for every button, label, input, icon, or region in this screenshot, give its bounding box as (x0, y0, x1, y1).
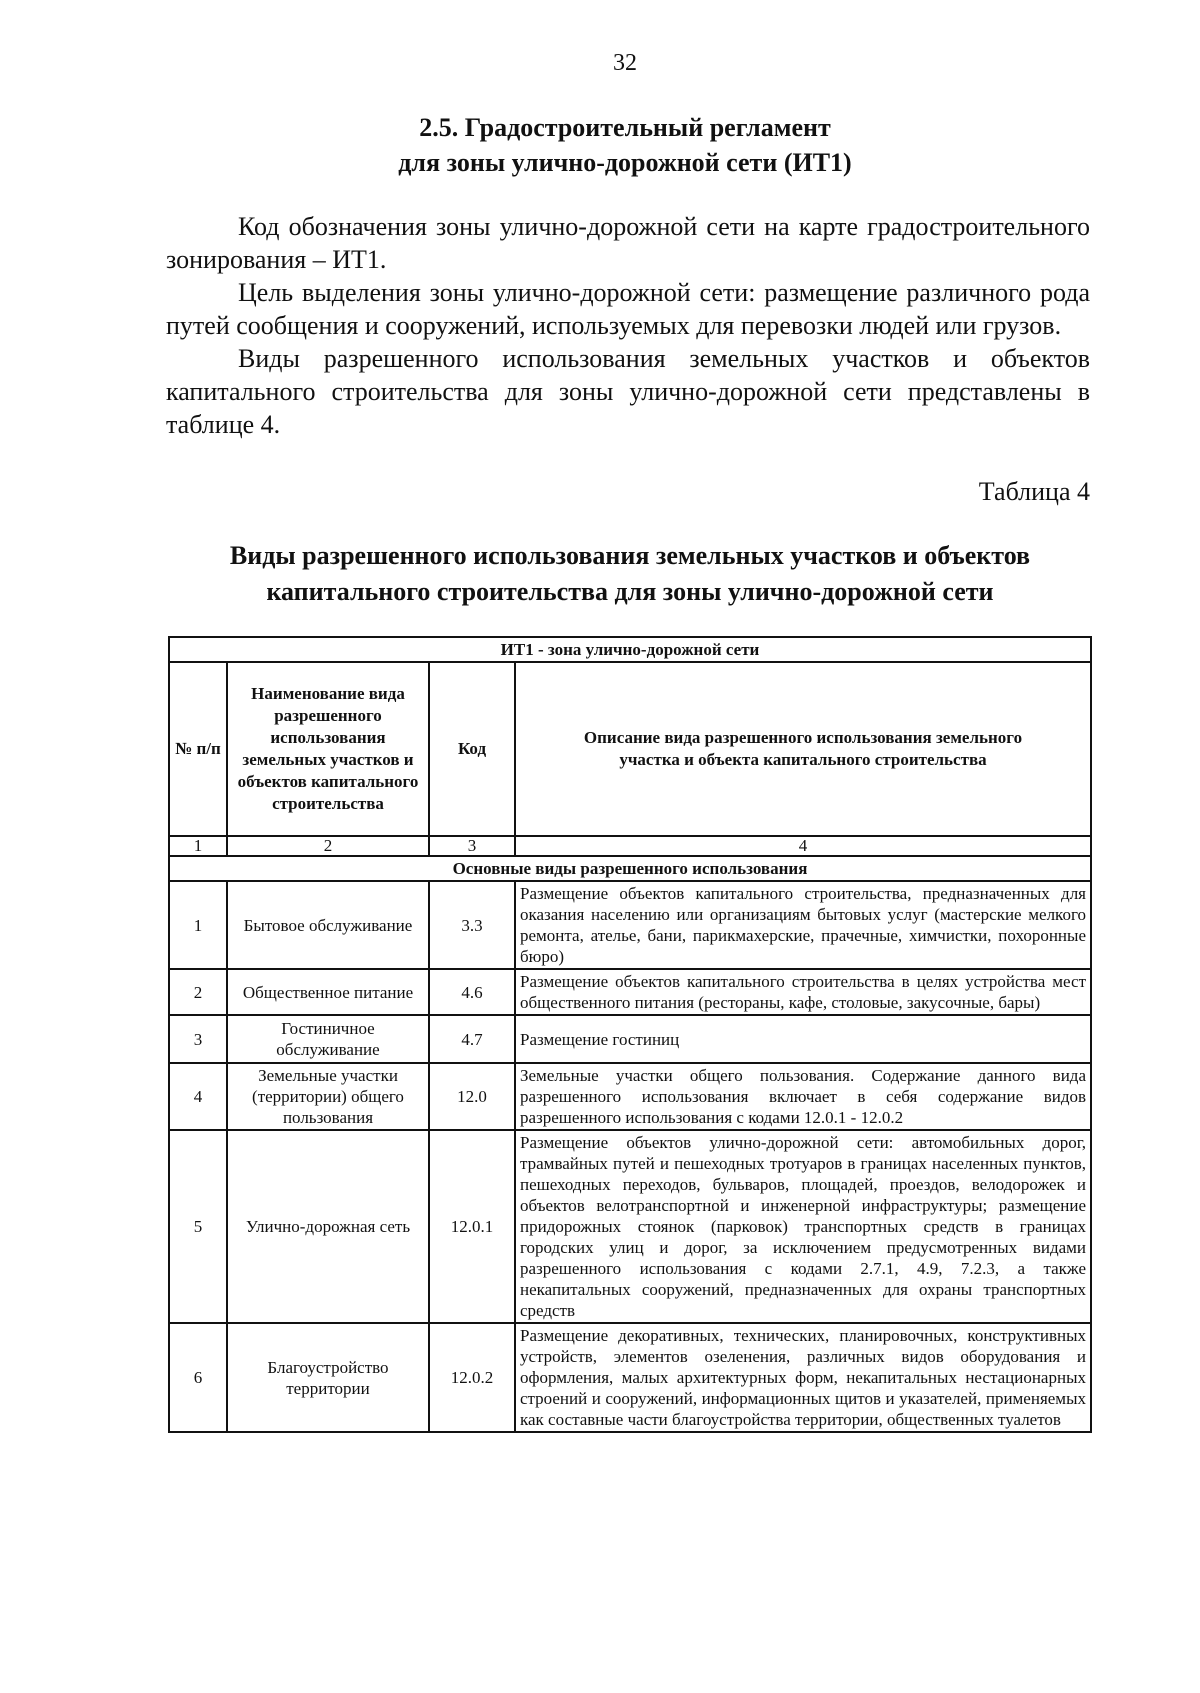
group-header-row (169, 856, 1091, 881)
zone-header-row (169, 637, 1091, 662)
row-num: 6 (169, 1323, 227, 1432)
section-title-line-1: 2.5. Градостроительный регламент (419, 113, 831, 142)
paragraph: Код обозначения зоны улично-дорожной сети на карте градостроительного зонирования – ИТ1. (166, 212, 1090, 274)
header-desc: Описание вида разрешенного использования земельного участка и объекта капитального строительства (515, 662, 1091, 836)
row-name: Улично-дорожная сеть (227, 1130, 429, 1323)
row-name: Бытовое обслуживание (227, 881, 429, 969)
row-code: 4.7 (429, 1015, 515, 1063)
index-cell: 2 (227, 836, 429, 856)
index-row (169, 836, 1091, 856)
row-num: 3 (169, 1015, 227, 1063)
row-desc: Размещение гостиниц (515, 1015, 1091, 1063)
row-desc: Размещение объектов капитального строительства в целях устройства мест общественного питания (рестораны, кафе, столовые, закусочные, бары) (515, 969, 1091, 1015)
header-name: Наименование вида разрешенного использования земельных участков и объектов капитального строительства (227, 662, 429, 836)
row-code: 12.0.2 (429, 1323, 515, 1432)
paragraph: Виды разрешенного использования земельных участков и объектов капитального строительства для зоны улично-дорожной сети представлены в таблице 4. (166, 344, 1090, 439)
table-row (169, 1130, 1091, 1323)
zone-header: ИТ1 - зона улично-дорожной сети (169, 637, 1091, 662)
table-title-line-1: Виды разрешенного использования земельных участков и объектов (229, 541, 1031, 570)
paragraph: Цель выделения зоны улично-дорожной сети: размещение различного рода путей сообщения и сооружений, используемых для перевозки людей или грузов. (166, 278, 1090, 340)
section-title (0, 110, 1200, 180)
group-header: Основные виды разрешенного использования (169, 856, 1091, 881)
header-code: Код (429, 662, 515, 836)
row-desc: Размещение объектов капитального строительства, предназначенных для оказания населению или организациям бытовых услуг (мастерские мелкого ремонта, ателье, бани, парикмахерские, прачечные, химчистки, похоронные бюро) (515, 881, 1091, 969)
table-title-line-2: капитального строительства для зоны улично-дорожной сети (266, 577, 994, 606)
row-name: Общественное питание (227, 969, 429, 1015)
column-header-row (169, 662, 1091, 836)
row-code: 12.0 (429, 1063, 515, 1130)
row-code: 3.3 (429, 881, 515, 969)
table-row (169, 1015, 1091, 1063)
index-cell: 1 (169, 836, 227, 856)
row-name: Благоустройство территории (227, 1323, 429, 1432)
table-row (169, 1063, 1091, 1130)
row-num: 5 (169, 1130, 227, 1323)
row-num: 4 (169, 1063, 227, 1130)
row-code: 4.6 (429, 969, 515, 1015)
row-name: Земельные участки (территории) общего пользования (227, 1063, 429, 1130)
table-title (0, 538, 1200, 610)
table-row (169, 881, 1091, 969)
row-desc: Размещение декоративных, технических, планировочных, конструктивных устройств, элементов озеленения, различных видов оборудования и оформления, малых архитектурных форм, некапитальных нестационарных строений и сооружений, информационных щитов и указателей, применяемых как составные части благоустройства территории, общественных туалетов (515, 1323, 1091, 1432)
row-desc: Земельные участки общего пользования. Содержание данного вида разрешенного использования включает в себя содержание видов разрешенного использования с кодами 12.0.1 - 12.0.2 (515, 1063, 1091, 1130)
page-number: 32 (613, 50, 637, 76)
row-desc: Размещение объектов улично-дорожной сети: автомобильных дорог, трамвайных путей и пешеходных тротуаров в границах населенных пунктов, пешеходных переходов, бульваров, площадей, проездов, велодорожек и объектов велотранспортной и инженерной инфраструктуры; размещение придорожных стоянок (парковок) транспортных средств в границах городских улиц и дорог, за исключением предусмотренных видами разрешенного использования с кодами 2.7.1, 4.9, 7.2.3, а также некапитальных сооружений, предназначенных для охраны транспортных средств (515, 1130, 1091, 1323)
regulation-table (168, 636, 1092, 1433)
table-row (169, 969, 1091, 1015)
row-num: 2 (169, 969, 227, 1015)
index-cell: 3 (429, 836, 515, 856)
index-cell: 4 (515, 836, 1091, 856)
section-title-line-2: для зоны улично-дорожной сети (ИТ1) (398, 148, 852, 177)
row-name: Гостиничное обслуживание (227, 1015, 429, 1063)
body-text (166, 210, 1090, 441)
table-row (169, 1323, 1091, 1432)
header-num: № п/п (169, 662, 227, 836)
row-num: 1 (169, 881, 227, 969)
table-caption: Таблица 4 (978, 477, 1090, 506)
row-code: 12.0.1 (429, 1130, 515, 1323)
